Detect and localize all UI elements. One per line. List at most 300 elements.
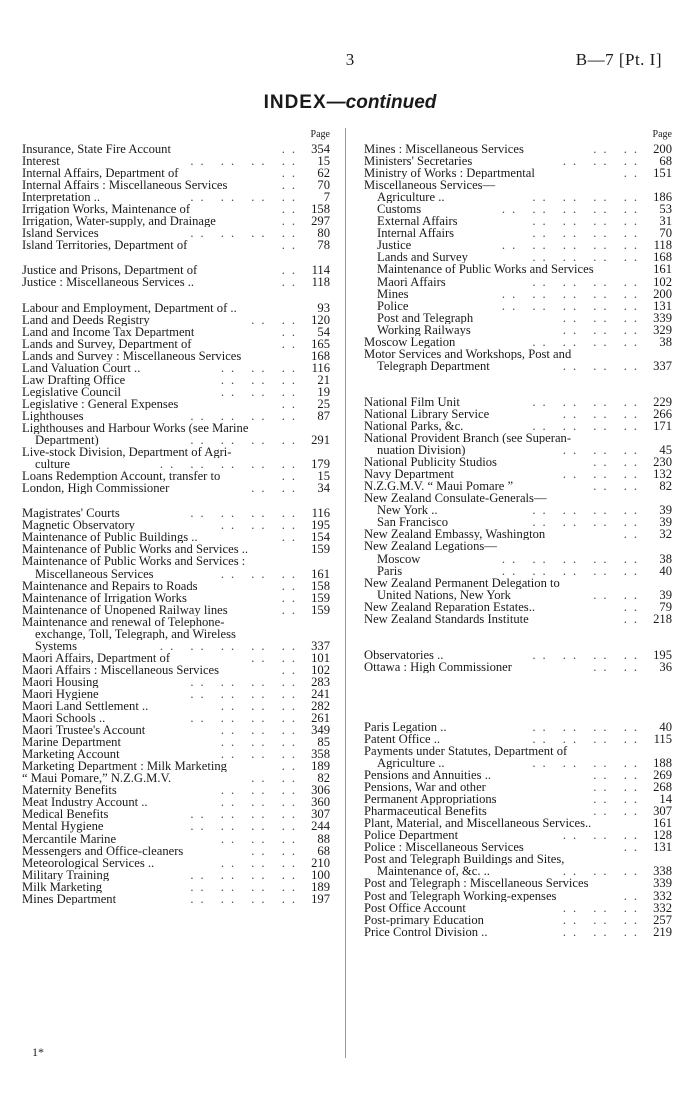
index-entry [364, 300, 672, 312]
index-title-continued: —continued [326, 92, 437, 113]
index-entry [364, 601, 672, 613]
leader-dots: .. .. .. .. [532, 394, 644, 409]
index-entry-text: Pensions and Annuities .. [364, 769, 491, 782]
index-entry-text: Maori Housing [22, 675, 99, 688]
index-entry [22, 555, 330, 567]
index-entry-text: Lighthouses [22, 409, 84, 422]
leader-dots: .. .. [251, 481, 302, 496]
index-entry-page: 307 [653, 804, 672, 819]
index-entry [364, 420, 672, 432]
page-label: Page [652, 129, 672, 140]
index-entry-text: Legislative Council [22, 385, 121, 398]
index-entry-page: 45 [659, 443, 672, 458]
index-entry-text: Military Training [22, 868, 110, 881]
index-entry-page: 79 [659, 599, 672, 614]
page-label: Page [310, 129, 330, 140]
leader-dots: .. .. .. .. .. [501, 286, 644, 301]
index-entry-text: Mines [377, 287, 409, 300]
index-entry-text: San Francisco [377, 516, 448, 529]
leader-dots: .. .. .. .. .. [159, 457, 302, 472]
index-entry-text: New Zealand Legations— [364, 540, 497, 553]
index-entry-text: Police [377, 299, 409, 312]
index-entry-text: Land and Deeds Registry [22, 313, 150, 326]
leader-dots: .. .. .. .. .. [501, 298, 644, 313]
index-entry-page: 118 [653, 238, 672, 253]
index-entry-page: 197 [311, 891, 330, 906]
leader-dots: .. [281, 336, 302, 351]
leader-dots: .. [281, 275, 302, 290]
index-entry-page: 186 [653, 190, 672, 205]
leader-dots: .. .. .. .. [532, 214, 644, 229]
leader-dots: .. [281, 759, 302, 774]
leader-dots: .. [281, 263, 302, 278]
index-entry-page: 154 [311, 530, 330, 545]
leader-dots: .. .. [593, 804, 644, 819]
index-entry-text: New Zealand Permanent Delegation to [364, 576, 560, 589]
index-entry-text: Maintenance of Public Works and Services [377, 263, 594, 276]
index-entry-page: 241 [311, 686, 330, 701]
index-entry-text: Maintenance of Irrigation Works [22, 591, 187, 604]
leader-dots: .. .. .. [562, 443, 644, 458]
index-entry-page: 200 [653, 142, 672, 156]
index-entry-text: Justice [377, 239, 412, 252]
index-entry-page: 40 [659, 563, 672, 578]
leader-dots: .. .. .. .. [532, 515, 644, 530]
index-entry [364, 480, 672, 492]
index-entry [364, 613, 672, 625]
index-entry-page: 168 [653, 250, 672, 265]
index-entry-page: 218 [653, 611, 672, 626]
index-entry-page: 114 [311, 263, 330, 278]
leader-dots: .. .. [593, 587, 644, 602]
leader-dots: .. .. .. .. [190, 408, 302, 423]
index-entry-page: 34 [317, 481, 330, 496]
index-entry [22, 616, 330, 628]
index-entry-text: United Nations, New York [377, 588, 511, 601]
index-entry-text: Mental Hygiene [22, 820, 104, 833]
index-entry-page: 39 [659, 515, 672, 530]
index-entry-page: 19 [317, 384, 330, 399]
index-entry [22, 410, 330, 422]
index-entry-text: Milk Marketing [22, 880, 103, 893]
index-entry-page: 244 [311, 819, 330, 834]
leader-dots: .. .. [593, 768, 644, 783]
index-entry-page: 85 [317, 735, 330, 750]
index-entry-page: 307 [311, 807, 330, 822]
index-entry-page: 82 [659, 479, 672, 494]
index-entry-page: 25 [317, 396, 330, 411]
column-divider [345, 128, 346, 1058]
section-gap [364, 372, 672, 396]
index-entry-page: 120 [311, 312, 330, 327]
leader-dots: .. .. .. [562, 406, 644, 421]
index-entry-page: 70 [659, 226, 672, 241]
index-entry-text: Navy Department [364, 468, 454, 481]
index-entry-text: Marine Department [22, 736, 121, 749]
index-entry-page: 349 [311, 723, 330, 738]
index-entry-text: Lands and Survey, Department of [22, 337, 192, 350]
index-entry-text: Lands and Survey [377, 251, 468, 264]
index-entry-text: Maori Affairs, Department of [22, 651, 171, 664]
index-entry [364, 312, 672, 324]
signature-mark: 1* [32, 1045, 44, 1059]
index-entry-text: Telegraph Department [377, 359, 490, 372]
index-entry [364, 661, 672, 673]
index-entry-page: 115 [653, 731, 672, 746]
index-entry-text: Payments under Statutes, Department of [364, 744, 568, 758]
index-entry-text: Moscow Legation [364, 335, 456, 348]
index-entry-text: Lands and Survey : Miscellaneous Services [22, 349, 242, 362]
index-entry [364, 540, 672, 552]
index-entry-page: 101 [311, 650, 330, 665]
index-entry-text: nuation Division) [377, 444, 466, 457]
index-entry [22, 568, 330, 580]
index-entry [22, 276, 330, 288]
leader-dots: .. [281, 324, 302, 339]
index-entry [364, 805, 672, 817]
index-entry-text: Post and Telegraph Working-expenses [364, 889, 557, 902]
section-gap [364, 697, 672, 721]
index-entry-page: 195 [653, 647, 672, 662]
index-entry-text: Paris Legation .. [364, 720, 447, 733]
leader-dots: .. .. .. [220, 747, 302, 762]
index-entry-text: Observatories .. [364, 648, 444, 661]
index-entry-text: Systems [35, 639, 77, 652]
index-entry-text: Maori Trustee's Account [22, 724, 146, 737]
leader-dots: .. [281, 602, 302, 617]
leader-dots: .. .. .. .. [532, 647, 644, 662]
index-entry-text: Medical Benefits [22, 808, 109, 821]
leader-dots: .. .. .. .. [190, 190, 302, 205]
index-entry-text: National Library Service [364, 407, 490, 420]
leader-dots: .. .. .. [220, 360, 302, 375]
index-entry-page: 102 [311, 662, 330, 677]
leader-dots: .. [623, 611, 644, 626]
leader-dots: .. .. .. [562, 912, 644, 927]
leader-dots: .. .. .. .. [190, 686, 302, 701]
index-title [0, 92, 700, 114]
index-entry-text: New Zealand Embassy, Washington [364, 528, 546, 541]
leader-dots: .. .. [251, 312, 302, 327]
index-entry-page: 118 [311, 275, 330, 290]
index-entry-page: 229 [653, 394, 672, 409]
leader-dots: .. .. .. .. [190, 506, 302, 521]
index-entry [364, 890, 672, 902]
index-entry-page: 32 [659, 527, 672, 542]
index-entry-page: 168 [311, 348, 330, 363]
leader-dots: .. .. .. .. [190, 891, 302, 906]
index-entry [364, 336, 672, 348]
leader-dots: .. .. [251, 843, 302, 858]
index-entry-page: 337 [653, 358, 672, 373]
index-entry-page: 269 [653, 768, 672, 783]
leader-dots: .. .. .. .. [190, 807, 302, 822]
index-entry-text: Marketing Account [22, 748, 120, 761]
leader-dots: .. .. .. [220, 855, 302, 870]
leader-dots: .. .. .. .. [532, 274, 644, 289]
index-entry-page: 68 [317, 843, 330, 858]
leader-dots: .. [281, 578, 302, 593]
index-entry-page: 159 [311, 590, 330, 605]
index-entry-text: Maintenance of Public Works and Services : [22, 555, 246, 568]
index-entry-text: Permanent Appropriations [364, 793, 497, 806]
leader-dots: .. .. .. .. [190, 674, 302, 689]
leader-dots: .. .. .. .. [532, 250, 644, 265]
index-entry-text: Marketing Department : Milk Marketing [22, 760, 227, 773]
index-entry-text: Maintenance of Public Buildings .. [22, 531, 198, 544]
index-entry-text: New Zealand Reparation Estates.. [364, 600, 535, 613]
leader-dots: .. .. .. [562, 358, 644, 373]
index-entry-text: Plant, Material, and Miscellaneous Services.. [364, 817, 592, 830]
index-entry-text: Lighthouses and Harbour Works (see Marine [22, 421, 249, 435]
index-entry [364, 902, 672, 914]
index-entry [22, 857, 330, 869]
leader-dots: .. .. .. .. [532, 226, 644, 241]
leader-dots: .. .. .. [562, 864, 644, 879]
leader-dots: .. [281, 238, 302, 253]
leader-dots: .. .. .. .. .. [501, 551, 644, 566]
index-entry-text: National Provident Branch (see Superan- [364, 432, 572, 445]
index-entry-text: Interpretation .. [22, 191, 100, 204]
leader-dots: .. .. .. [562, 154, 644, 169]
index-entry-page: 171 [653, 418, 672, 433]
index-entry-text: Price Control Division .. [364, 925, 488, 938]
leader-dots: .. .. .. .. [190, 433, 302, 448]
index-entry-text: Pensions, War and other [364, 781, 486, 794]
index-entry-text: N.Z.G.M.V. “ Maui Pomare ” [364, 480, 514, 493]
leader-dots: .. [281, 530, 302, 545]
leader-dots: .. .. .. [220, 372, 302, 387]
index-entry-text: Agriculture .. [377, 757, 445, 770]
index-entry-page: 78 [317, 238, 330, 253]
index-entry-page: 332 [653, 888, 672, 903]
index-entry-text: Maintenance of Unopened Railway lines [22, 603, 228, 616]
index-entry-text: National Film Unit [364, 395, 460, 408]
index-entry-text: Law Drafting Office [22, 373, 126, 386]
index-entry-text: Maintenance and Repairs to Roads [22, 579, 198, 592]
page-number: 3 [345, 50, 355, 69]
index-entry-text: Irrigation, Water-supply, and Drainage [22, 215, 216, 228]
leader-dots: .. [623, 527, 644, 542]
index-entry-page: 159 [311, 542, 330, 557]
index-entry-text: Miscellaneous Services [35, 567, 154, 580]
index-entry [364, 276, 672, 288]
index-entry-page: 68 [659, 154, 672, 169]
index-entry-text: Police Department [364, 829, 459, 842]
index-entry-text: Customs [377, 203, 422, 216]
index-entry [22, 314, 330, 326]
index-entry-page: 116 [311, 506, 330, 521]
leader-dots: .. .. .. [562, 310, 644, 325]
index-entry-page: 93 [317, 300, 330, 315]
index-entry-page: 15 [317, 154, 330, 169]
index-entry [364, 324, 672, 336]
index-entry [364, 360, 672, 372]
index-entry-text: Miscellaneous Services— [364, 179, 496, 192]
leader-dots: .. .. .. [220, 795, 302, 810]
index-entry-page: 165 [311, 336, 330, 351]
index-entry-page: 291 [311, 433, 330, 448]
index-entry-text: Maori Affairs [377, 275, 446, 288]
index-entry-text: Motor Services and Workshops, Post and [364, 347, 572, 360]
index-entry [364, 251, 672, 263]
index-entry-page: 7 [323, 190, 330, 205]
index-entry-text: Maintenance and renewal of Telephone- [22, 615, 225, 628]
index-entry [22, 580, 330, 592]
index-entry-page: 337 [311, 638, 330, 653]
index-entry-text: Mercantile Marine [22, 832, 117, 845]
index-entry [364, 167, 672, 179]
leader-dots: .. .. .. [220, 723, 302, 738]
index-entry-page: 354 [311, 142, 330, 156]
index-entry-page: 40 [659, 719, 672, 734]
index-entry-page: 54 [317, 324, 330, 339]
leader-dots: .. [623, 888, 644, 903]
index-entry-page: 268 [653, 780, 672, 795]
leader-dots: .. [281, 469, 302, 484]
index-entry [22, 482, 330, 494]
leader-dots: .. .. [251, 771, 302, 786]
index-entry [364, 577, 672, 589]
leader-dots: .. .. .. .. [190, 819, 302, 834]
index-entry-page: 261 [311, 711, 330, 726]
index-entry-text: Justice : Miscellaneous Services .. [22, 276, 195, 289]
index-entry-page: 200 [653, 286, 672, 301]
index-entry-page: 116 [311, 360, 330, 375]
leader-dots: .. .. .. .. [532, 756, 644, 771]
document-reference: B—7 [Pt. I] [575, 50, 662, 69]
index-entry-page: 82 [317, 771, 330, 786]
leader-dots: .. .. [593, 780, 644, 795]
index-entry-text: Ministers' Secretaries [364, 155, 473, 168]
index-entry [22, 362, 330, 374]
index-entry-text: Post Office Account [364, 901, 466, 914]
index-entry-text: Patent Office .. [364, 732, 441, 745]
index-entry-page: 306 [311, 783, 330, 798]
index-entry-text: Internal Affairs, Department of [22, 167, 179, 180]
index-entry-page: 158 [311, 202, 330, 217]
index-entry-text: Maintenance of Public Works and Services .. [22, 543, 249, 556]
index-entry-page: 38 [659, 551, 672, 566]
index-entry-text: Interest [22, 155, 60, 168]
index-entry-page: 21 [317, 372, 330, 387]
leader-dots: .. [281, 396, 302, 411]
index-entry-text: Legislative : General Expenses [22, 397, 179, 410]
leader-dots: .. .. [251, 650, 302, 665]
index-entry-text: exchange, Toll, Telegraph, and Wireless [35, 627, 236, 640]
index-entry [364, 288, 672, 300]
index-entry-page: 38 [659, 334, 672, 349]
index-entry-page: 266 [653, 406, 672, 421]
leader-dots: .. .. .. [220, 699, 302, 714]
index-entry-text: Island Services [22, 227, 99, 240]
index-entry-page: 53 [659, 202, 672, 217]
leader-dots: .. .. .. [220, 783, 302, 798]
index-entry-text: Maori Hygiene [22, 687, 99, 701]
index-entry-text: London, High Commissioner [22, 482, 170, 495]
index-entry-page: 100 [311, 867, 330, 882]
index-entry-text: Land and Income Tax Department [22, 325, 195, 338]
index-entry-text: National Parks, &c. [364, 419, 464, 433]
index-entry [22, 543, 330, 555]
index-entry [364, 589, 672, 601]
index-entry [22, 338, 330, 350]
index-entry-page: 189 [311, 759, 330, 774]
index-entry-text: “ Maui Pomare,” N.Z.G.M.V. [22, 772, 172, 785]
index-entry-text: Maori Land Settlement .. [22, 700, 149, 713]
index-entry [22, 845, 330, 857]
index-entry-text: Internal Affairs [377, 227, 455, 240]
index-entry-page: 332 [653, 900, 672, 915]
index-entry [22, 326, 330, 338]
index-entry-page: 358 [311, 747, 330, 762]
leader-dots: .. .. .. [220, 735, 302, 750]
index-entry-text: Maori Affairs : Miscellaneous Services [22, 663, 220, 676]
leader-dots: .. .. .. .. [190, 879, 302, 894]
index-entry-page: 339 [653, 310, 672, 325]
index-entry-text: Maternity Benefits [22, 784, 117, 797]
section-gap [22, 289, 330, 302]
index-entry-page: 36 [659, 659, 672, 674]
leader-dots: .. .. .. [220, 384, 302, 399]
index-entry-page: 161 [311, 566, 330, 581]
leader-dots: .. .. .. [220, 831, 302, 846]
index-entry-page: 195 [311, 518, 330, 533]
index-entry-text: Loans Redemption Account, transfer to [22, 470, 221, 483]
index-entry-text: Insurance, State Fire Account [22, 143, 171, 156]
index-entry-text: Messengers and Office-cleaners [22, 844, 184, 857]
index-entry-text: Post and Telegraph Buildings and Sites, [364, 853, 565, 866]
index-entry [22, 350, 330, 362]
leader-dots: .. .. .. .. .. [501, 202, 644, 217]
index-entry-text: Meteorological Services .. [22, 856, 155, 869]
section-gap [364, 625, 672, 649]
index-entry-text: Magnetic Observatory [22, 519, 135, 532]
index-entry-page: 219 [653, 924, 672, 939]
index-entry [364, 565, 672, 577]
leader-dots: .. [281, 214, 302, 229]
leader-dots: .. .. .. [562, 924, 644, 939]
index-entry-page: 257 [653, 912, 672, 927]
index-entry [364, 263, 672, 275]
leader-dots: .. .. [593, 659, 644, 674]
leader-dots: .. .. .. [220, 518, 302, 533]
index-entry-text: Mines Department [22, 892, 117, 905]
leader-dots: .. .. .. .. .. [159, 638, 302, 653]
index-entry [22, 239, 330, 251]
index-entry-text: Post and Telegraph [377, 311, 474, 324]
leader-dots: .. .. .. .. [190, 867, 302, 882]
index-entry-page: 159 [311, 602, 330, 617]
index-entry [22, 592, 330, 604]
index-entry-page: 339 [653, 876, 672, 891]
index-entry-page: 151 [653, 166, 672, 181]
index-entry-page: 14 [659, 792, 672, 807]
index-entry-text: Irrigation Works, Maintenance of [22, 203, 191, 216]
index-entry [22, 302, 330, 314]
index-entry-text: Post and Telegraph : Miscellaneous Services [364, 877, 589, 890]
leader-dots: .. .. .. [220, 566, 302, 581]
index-entry [364, 914, 672, 926]
index-entry-text: Department) [35, 434, 99, 447]
index-entry [22, 604, 330, 616]
leader-dots: .. .. [593, 479, 644, 494]
leader-dots: .. .. [593, 142, 644, 156]
index-entry-page: 283 [311, 674, 330, 689]
leader-dots: .. [281, 166, 302, 181]
leader-dots: .. .. .. .. [532, 503, 644, 518]
index-entry [364, 553, 672, 565]
